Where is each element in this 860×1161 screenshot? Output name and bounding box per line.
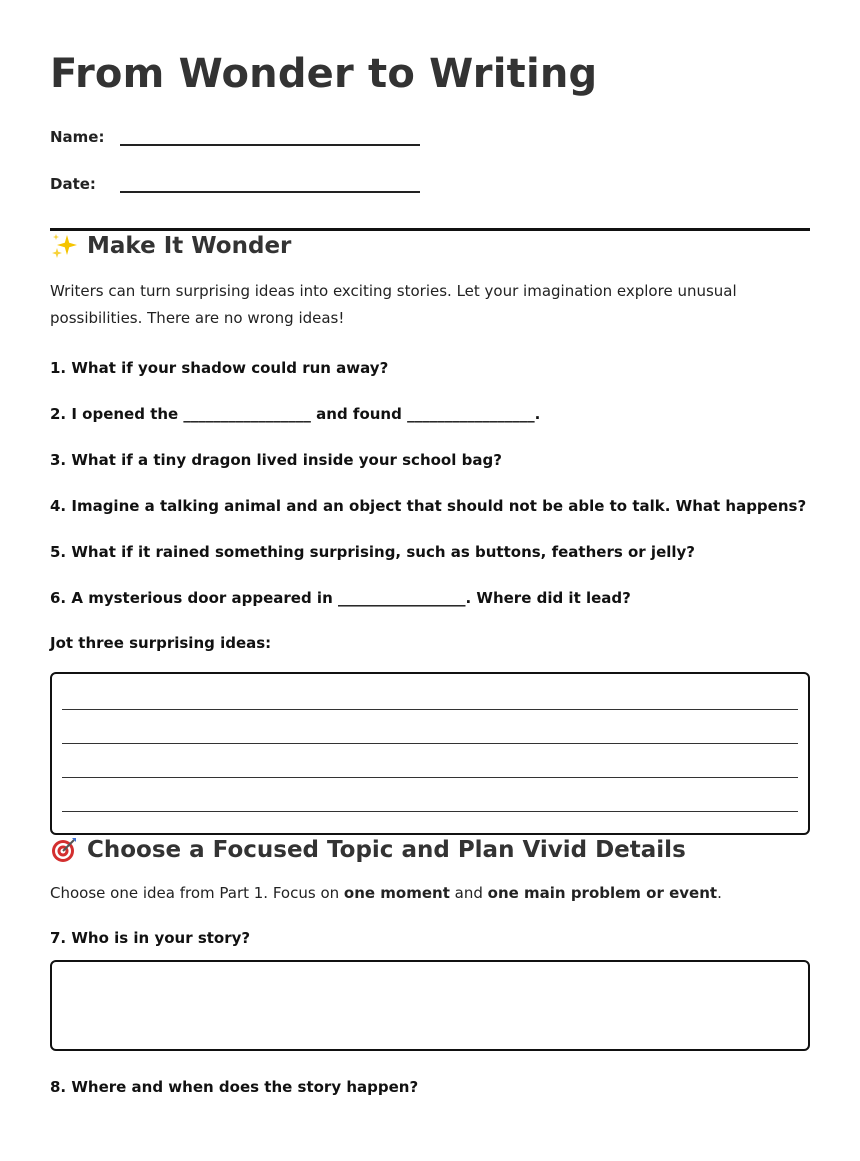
question-3: 3. What if a tiny dragon lived inside your school bag? [50, 451, 502, 469]
choose-text: . [717, 884, 722, 902]
question-7: 7. Who is in your story? [50, 929, 251, 947]
jot-ideas-box[interactable] [50, 672, 810, 835]
question-2: 2. I opened the _________________ and found _________________. [50, 405, 541, 423]
choose-text: Choose one idea from Part 1. Focus on [50, 884, 344, 902]
name-input-line[interactable] [120, 124, 420, 146]
emphasis-main-problem: one main problem or event [487, 884, 718, 902]
section-focused-topic [50, 835, 810, 865]
question-5: 5. What if it rained something surprising, such as buttons, feathers or jelly? [50, 543, 695, 561]
writing-line [62, 709, 798, 710]
question-8: 8. Where and when does the story happen? [50, 1078, 419, 1096]
question-1: 1. What if your shadow could run away? [50, 359, 389, 377]
question-4: 4. Imagine a talking animal and an object that should not be able to talk. What happens? [50, 497, 807, 515]
target-icon [50, 836, 78, 864]
name-label: Name: [50, 128, 105, 146]
date-field [50, 169, 810, 193]
section-make-it-wonder [50, 231, 810, 261]
writing-line [62, 811, 798, 812]
name-field [50, 122, 810, 146]
date-label: Date: [50, 175, 96, 193]
section-heading: Make It Wonder [87, 233, 292, 259]
date-input-line[interactable] [120, 171, 420, 193]
writing-line [62, 777, 798, 778]
section-heading: Choose a Focused Topic and Plan Vivid Details [87, 837, 686, 863]
choose-instructions [50, 882, 810, 904]
sparkles-icon [50, 232, 78, 260]
intro-text: Writers can turn surprising ideas into exciting stories. Let your imagination explore unusual possibilities. There are no wrong ideas! [50, 282, 737, 327]
choose-text: and [449, 884, 488, 902]
jot-ideas-label: Jot three surprising ideas: [50, 634, 272, 652]
answer-box-who[interactable] [50, 960, 810, 1051]
writing-line [62, 743, 798, 744]
question-6: 6. A mysterious door appeared in _________________. Where did it lead? [50, 589, 631, 607]
emphasis-one-moment: one moment [343, 884, 450, 902]
page-title: From Wonder to Writing [50, 51, 598, 97]
